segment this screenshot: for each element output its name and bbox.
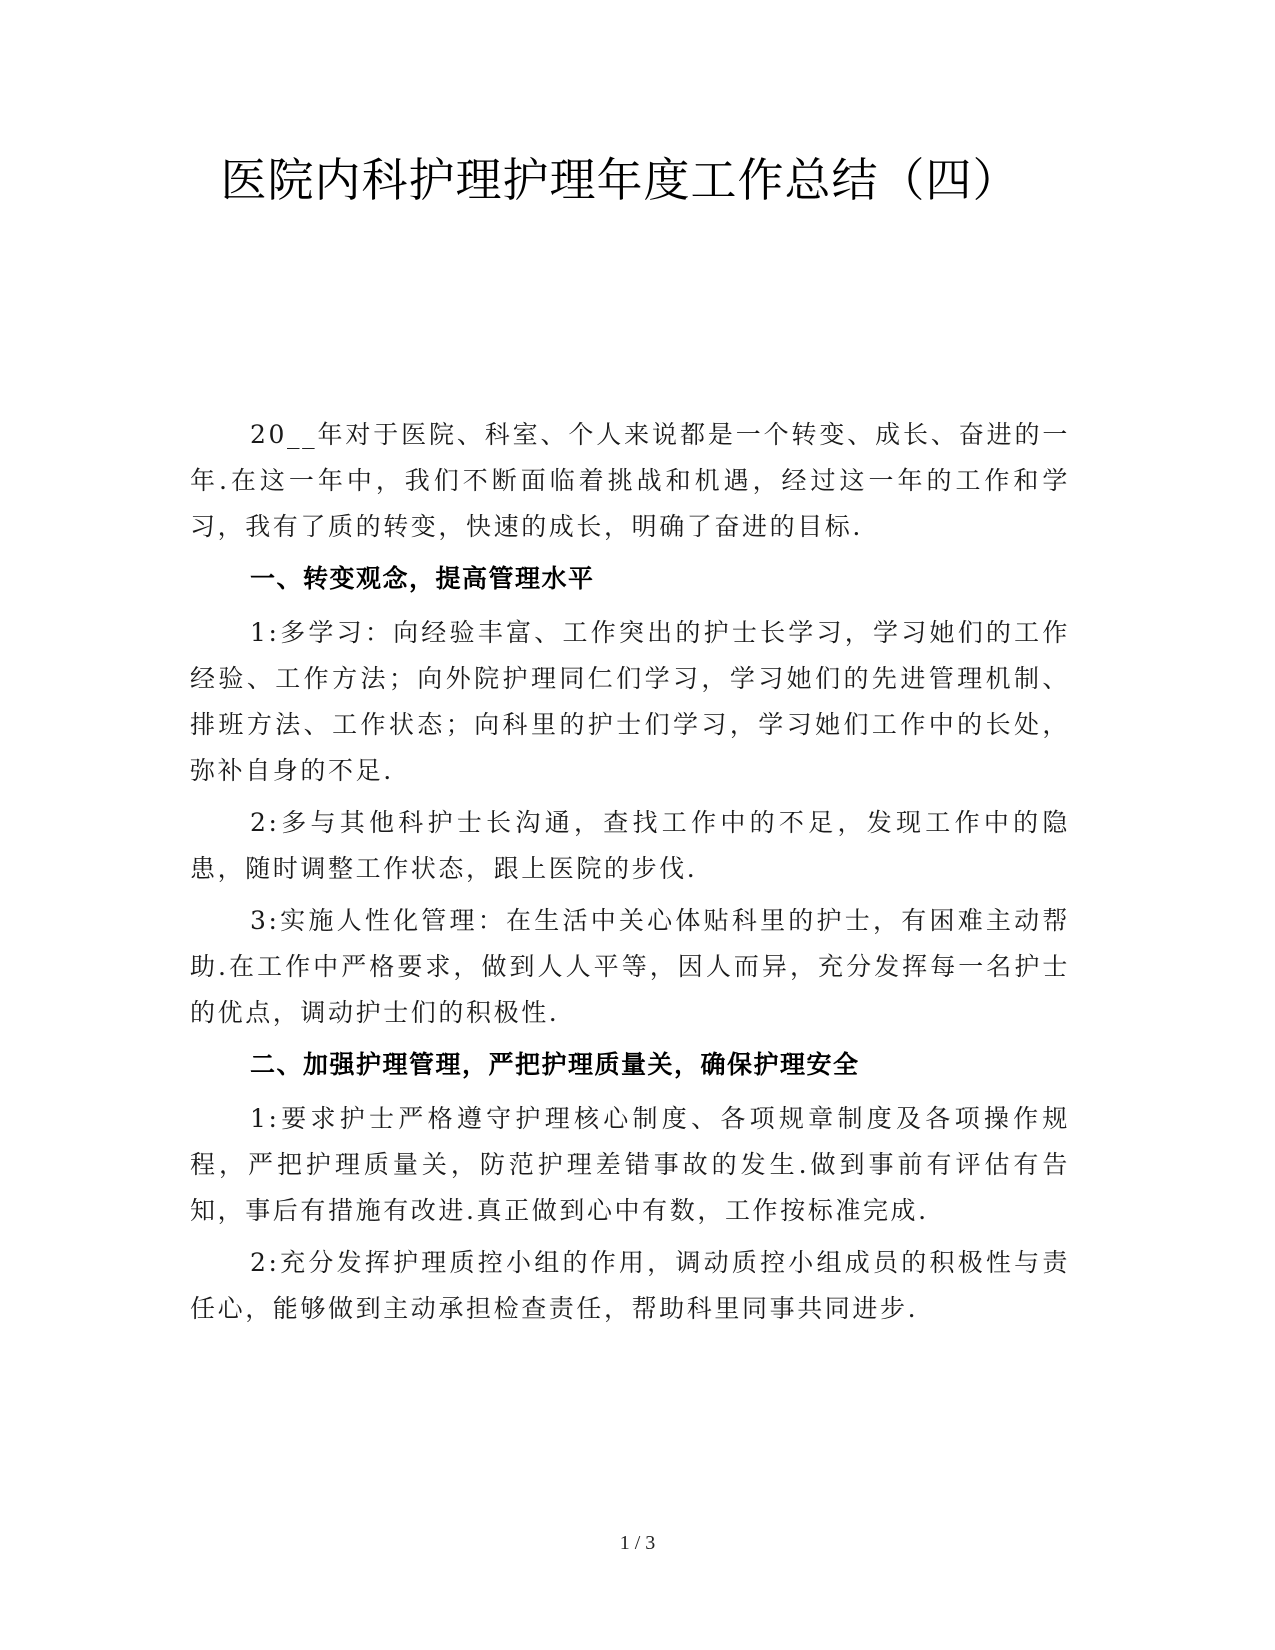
section-2-heading: 二、加强护理管理，严把护理质量关，确保护理安全	[250, 1050, 860, 1079]
document-body	[190, 412, 1070, 1338]
section-2-paragraph-1: 1:要求护士严格遵守护理核心制度、各项规章制度及各项操作规程，严把护理质量关，防范护理差错事故的发生.做到事前有评估有告知，事后有措施有改进.真正做到心中有数，工作按标准完成.	[190, 1104, 1070, 1225]
page-number: 1 / 3	[619, 1532, 656, 1554]
intro-paragraph: 20__年对于医院、科室、个人来说都是一个转变、成长、奋进的一年.在这一年中，我们不断面临着挑战和机遇，经过这一年的工作和学习，我有了质的转变，快速的成长，明确了奋进的目标.	[190, 420, 1070, 541]
section-1-paragraph-3: 3:实施人性化管理：在生活中关心体贴科里的护士，有困难主动帮助.在工作中严格要求，做到人人平等，因人而异，充分发挥每一名护士的优点，调动护士们的积极性.	[190, 906, 1070, 1027]
document-title: 医院内科护理护理年度工作总结（四）	[220, 153, 1020, 207]
section-1-heading: 一、转变观念，提高管理水平	[250, 564, 595, 593]
section-1-paragraph-2: 2:多与其他科护士长沟通，查找工作中的不足，发现工作中的隐患，随时调整工作状态，跟上医院的步伐.	[190, 808, 1070, 883]
section-1-paragraph-1: 1:多学习：向经验丰富、工作突出的护士长学习，学习她们的工作经验、工作方法；向外院护理同仁们学习，学习她们的先进管理机制、排班方法、工作状态；向科里的护士们学习，学习她们工作中的长处，弥补自身的不足.	[190, 618, 1070, 785]
section-2-paragraph-2: 2:充分发挥护理质控小组的作用，调动质控小组成员的积极性与责任心，能够做到主动承担检查责任，帮助科里同事共同进步.	[190, 1248, 1070, 1323]
